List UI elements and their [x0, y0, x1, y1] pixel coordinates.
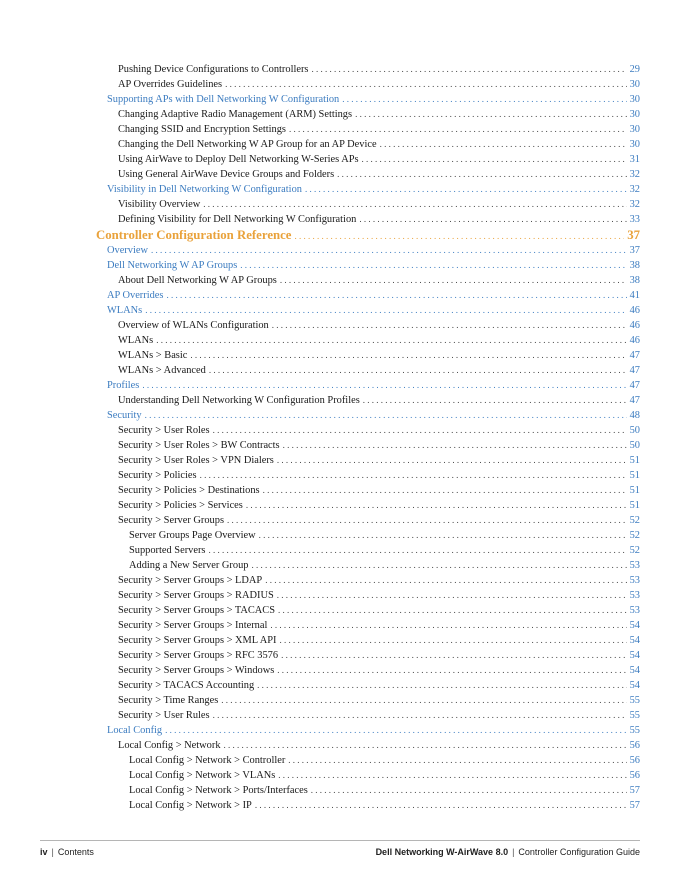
toc-entry-label: Local Config > Network > Controller — [129, 755, 286, 766]
toc-entry[interactable] — [96, 197, 640, 212]
toc-page-number[interactable]: 55 — [629, 710, 640, 721]
toc-entry-label: WLANs — [107, 305, 143, 316]
toc-leader-dots — [311, 783, 627, 798]
toc-entry[interactable] — [96, 167, 640, 182]
toc-entry-label: Security > Server Groups > LDAP — [118, 575, 263, 586]
toc-entry[interactable] — [96, 738, 640, 753]
toc-entry-label: Defining Visibility for Dell Networking W Configuration — [118, 214, 357, 225]
toc-entry-label: Security > Policies > Services — [118, 500, 243, 511]
toc-leader-dots — [277, 453, 627, 468]
toc-entry[interactable] — [96, 333, 640, 348]
toc-leader-dots — [294, 228, 624, 244]
toc-entry[interactable] — [96, 513, 640, 528]
footer-page-number: iv — [40, 847, 48, 857]
toc-leader-dots — [278, 603, 627, 618]
toc-entry-label: Server Groups Page Overview — [129, 530, 256, 541]
toc-leader-dots — [240, 258, 626, 273]
toc-entry[interactable] — [96, 273, 640, 288]
table-of-contents — [96, 62, 640, 813]
toc-leader-dots — [208, 543, 626, 558]
toc-leader-dots — [203, 197, 626, 212]
toc-page-number[interactable]: 53 — [629, 605, 640, 616]
toc-page-number[interactable]: 57 — [629, 785, 640, 796]
footer-left — [40, 847, 94, 857]
toc-page-number[interactable]: 52 — [629, 545, 640, 556]
toc-page-number[interactable]: 46 — [629, 335, 640, 346]
toc-entry-label: Local Config > Network > Ports/Interfaces — [129, 785, 308, 796]
toc-entry-label: Security > Server Groups — [118, 515, 224, 526]
toc-page-number[interactable]: 51 — [629, 485, 640, 496]
toc-entry[interactable] — [96, 723, 640, 738]
page-footer — [40, 840, 640, 857]
toc-leader-dots — [289, 122, 627, 137]
toc-entry[interactable] — [96, 468, 640, 483]
toc-page-number[interactable]: 31 — [629, 154, 640, 165]
toc-entry-label: Security > Server Groups > RADIUS — [118, 590, 274, 601]
toc-entry-label: Security > Server Groups > RFC 3576 — [118, 650, 279, 661]
toc-entry-label: Local Config > Network — [118, 740, 221, 751]
toc-leader-dots — [165, 723, 626, 738]
toc-leader-dots — [288, 753, 626, 768]
toc-entry-label: Controller Configuration Reference — [96, 228, 292, 242]
toc-entry-label: Supporting APs with Dell Networking W Configuration — [107, 94, 340, 105]
toc-page-number[interactable]: 50 — [629, 425, 640, 436]
toc-entry-label: Adding a New Server Group — [129, 560, 249, 571]
toc-entry[interactable] — [96, 753, 640, 768]
toc-entry-label: AP Overrides — [107, 290, 164, 301]
toc-leader-dots — [213, 708, 627, 723]
toc-entry[interactable] — [96, 573, 640, 588]
toc-chapter-entry[interactable] — [96, 227, 640, 243]
toc-entry[interactable] — [96, 77, 640, 92]
toc-leader-dots — [355, 107, 627, 122]
toc-leader-dots — [221, 693, 626, 708]
toc-entry[interactable] — [96, 243, 640, 258]
toc-page-number[interactable]: 54 — [629, 665, 640, 676]
toc-entry-label: Local Config — [107, 725, 163, 736]
toc-leader-dots — [156, 333, 626, 348]
toc-entry[interactable] — [96, 663, 640, 678]
toc-entry-label: WLANs > Basic — [118, 350, 188, 361]
toc-leader-dots — [246, 498, 627, 513]
toc-entry[interactable] — [96, 693, 640, 708]
toc-leader-dots — [142, 378, 626, 393]
toc-leader-dots — [380, 137, 627, 152]
toc-leader-dots — [225, 77, 627, 92]
toc-entry-label: Local Config > Network > IP — [129, 800, 252, 811]
footer-guide-title: Controller Configuration Guide — [518, 847, 640, 857]
toc-entry[interactable] — [96, 648, 640, 663]
toc-entry[interactable] — [96, 438, 640, 453]
toc-entry[interactable] — [96, 543, 640, 558]
toc-entry-label: Changing Adaptive Radio Management (ARM) Settings — [118, 109, 353, 120]
toc-page-number[interactable]: 56 — [629, 740, 640, 751]
toc-entry[interactable] — [96, 107, 640, 122]
toc-page-number[interactable]: 54 — [629, 650, 640, 661]
toc-leader-dots — [283, 438, 627, 453]
toc-page-number[interactable]: 48 — [629, 410, 640, 421]
toc-leader-dots — [151, 243, 627, 258]
toc-page-number[interactable]: 33 — [629, 214, 640, 225]
toc-entry-label: Overview — [107, 245, 148, 256]
toc-entry-label: AP Overrides Guidelines — [118, 79, 223, 90]
toc-page-number[interactable]: 52 — [629, 530, 640, 541]
toc-entry[interactable] — [96, 348, 640, 363]
toc-page-number[interactable]: 46 — [629, 320, 640, 331]
footer-separator: | — [51, 847, 54, 857]
toc-entry[interactable] — [96, 768, 640, 783]
toc-entry[interactable] — [96, 92, 640, 107]
toc-page-number[interactable]: 41 — [629, 290, 640, 301]
toc-page-number[interactable]: 47 — [629, 380, 640, 391]
toc-entry-label: WLANs > Advanced — [118, 365, 206, 376]
toc-entry[interactable] — [96, 62, 640, 77]
toc-leader-dots — [224, 738, 627, 753]
toc-leader-dots — [190, 348, 626, 363]
toc-leader-dots — [255, 798, 627, 813]
toc-entry[interactable] — [96, 393, 640, 408]
toc-entry-label: Visibility in Dell Networking W Configuration — [107, 184, 302, 195]
toc-entry-label: Security > Policies > Destinations — [118, 485, 260, 496]
toc-leader-dots — [263, 483, 627, 498]
toc-page-number[interactable]: 56 — [629, 755, 640, 766]
toc-page-number[interactable]: 30 — [629, 139, 640, 150]
toc-page-number[interactable]: 54 — [629, 680, 640, 691]
toc-page-number[interactable]: 51 — [629, 455, 640, 466]
toc-entry[interactable] — [96, 182, 640, 197]
toc-page-number[interactable]: 53 — [629, 590, 640, 601]
toc-page-number[interactable]: 57 — [629, 800, 640, 811]
footer-right — [376, 847, 640, 857]
toc-page-number[interactable]: 30 — [629, 94, 640, 105]
toc-entry-label: Using General AirWave Device Groups and Folders — [118, 169, 335, 180]
toc-entry-label: Security — [107, 410, 142, 421]
toc-entry-label: Pushing Device Configurations to Controllers — [118, 64, 309, 75]
toc-entry[interactable] — [96, 122, 640, 137]
toc-entry-label: Supported Servers — [129, 545, 206, 556]
toc-leader-dots — [362, 152, 627, 167]
toc-entry-label: Understanding Dell Networking W Configuration Profiles — [118, 395, 360, 406]
toc-entry[interactable] — [96, 288, 640, 303]
footer-section: Contents — [57, 847, 94, 857]
toc-leader-dots — [251, 558, 626, 573]
toc-entry-label: Security > TACACS Accounting — [118, 680, 255, 691]
toc-entry-label: Security > User Rules — [118, 710, 210, 721]
toc-page-number[interactable]: 55 — [629, 725, 640, 736]
toc-entry[interactable] — [96, 483, 640, 498]
toc-leader-dots — [281, 648, 627, 663]
toc-page-number[interactable]: 29 — [629, 64, 640, 75]
toc-entry[interactable] — [96, 588, 640, 603]
toc-leader-dots — [278, 768, 626, 783]
toc-page-number[interactable]: 47 — [629, 350, 640, 361]
toc-leader-dots — [277, 588, 627, 603]
toc-leader-dots — [277, 663, 626, 678]
toc-entry[interactable] — [96, 378, 640, 393]
toc-page-number[interactable]: 30 — [629, 124, 640, 135]
footer-product: Dell Networking W-AirWave 8.0 — [375, 847, 509, 857]
toc-entry-label: Security > Policies — [118, 470, 197, 481]
toc-entry[interactable] — [96, 137, 640, 152]
toc-entry-label: Security > Server Groups > Windows — [118, 665, 275, 676]
toc-page-number[interactable]: 30 — [629, 79, 640, 90]
toc-entry[interactable] — [96, 678, 640, 693]
toc-entry-label: Overview of WLANs Configuration — [118, 320, 269, 331]
toc-entry[interactable] — [96, 152, 640, 167]
toc-entry[interactable] — [96, 408, 640, 423]
toc-entry-label: Security > Server Groups > XML API — [118, 635, 277, 646]
toc-entry[interactable] — [96, 633, 640, 648]
toc-entry-label: Security > User Roles > BW Contracts — [118, 440, 280, 451]
toc-entry[interactable] — [96, 783, 640, 798]
toc-entry[interactable] — [96, 423, 640, 438]
toc-entry-label: Visibility Overview — [118, 199, 201, 210]
toc-entry[interactable] — [96, 303, 640, 318]
toc-entry[interactable] — [96, 708, 640, 723]
toc-leader-dots — [280, 633, 627, 648]
toc-page-number[interactable]: 53 — [629, 560, 640, 571]
toc-entry[interactable] — [96, 798, 640, 813]
toc-leader-dots — [337, 167, 626, 182]
toc-page-number[interactable]: 53 — [629, 575, 640, 586]
toc-entry[interactable] — [96, 212, 640, 227]
toc-leader-dots — [311, 62, 626, 77]
toc-page-number[interactable]: 47 — [629, 365, 640, 376]
toc-entry-label: Profiles — [107, 380, 140, 391]
toc-entry-label: Dell Networking W AP Groups — [107, 260, 238, 271]
toc-page-number[interactable]: 32 — [629, 199, 640, 210]
toc-leader-dots — [145, 303, 626, 318]
toc-page-number[interactable]: 50 — [629, 440, 640, 451]
toc-page-number[interactable]: 38 — [629, 260, 640, 271]
toc-entry-label: WLANs — [118, 335, 154, 346]
toc-entry-label: Security > User Roles > VPN Dialers — [118, 455, 274, 466]
toc-entry[interactable] — [96, 258, 640, 273]
toc-page-number[interactable]: 51 — [629, 470, 640, 481]
toc-page-number[interactable]: 55 — [629, 695, 640, 706]
toc-entry[interactable] — [96, 558, 640, 573]
toc-leader-dots — [257, 678, 626, 693]
toc-page-number[interactable]: 47 — [629, 395, 640, 406]
toc-page-number[interactable]: 54 — [629, 620, 640, 631]
toc-leader-dots — [213, 423, 627, 438]
toc-leader-dots — [342, 92, 626, 107]
toc-entry-label: Using AirWave to Deploy Dell Networking W-Series APs — [118, 154, 359, 165]
toc-leader-dots — [265, 573, 626, 588]
toc-page-number[interactable]: 38 — [629, 275, 640, 286]
toc-page-number[interactable]: 30 — [629, 109, 640, 120]
toc-leader-dots — [359, 212, 626, 227]
toc-page-number[interactable]: 37 — [627, 228, 640, 242]
toc-leader-dots — [363, 393, 627, 408]
toc-entry-label: Security > Server Groups > TACACS — [118, 605, 276, 616]
toc-entry[interactable] — [96, 498, 640, 513]
toc-entry-label: Changing SSID and Encryption Settings — [118, 124, 286, 135]
toc-leader-dots — [305, 182, 627, 197]
toc-entry[interactable] — [96, 453, 640, 468]
toc-page-number[interactable]: 52 — [629, 515, 640, 526]
toc-entry[interactable] — [96, 528, 640, 543]
toc-entry-label: Security > Server Groups > Internal — [118, 620, 268, 631]
toc-page-number[interactable]: 56 — [629, 770, 640, 781]
toc-entry-label: Security > User Roles — [118, 425, 210, 436]
toc-leader-dots — [270, 618, 626, 633]
toc-leader-dots — [259, 528, 627, 543]
toc-leader-dots — [200, 468, 627, 483]
toc-page-number[interactable]: 32 — [629, 169, 640, 180]
toc-leader-dots — [209, 363, 627, 378]
toc-entry[interactable] — [96, 618, 640, 633]
toc-entry-label: Changing the Dell Networking W AP Group for an AP Device — [118, 139, 377, 150]
toc-entry-label: Local Config > Network > VLANs — [129, 770, 276, 781]
footer-separator: | — [512, 847, 515, 857]
toc-entry[interactable] — [96, 318, 640, 333]
toc-page-number[interactable]: 51 — [629, 500, 640, 511]
toc-page-number[interactable]: 37 — [629, 245, 640, 256]
toc-leader-dots — [166, 288, 626, 303]
toc-leader-dots — [272, 318, 627, 333]
toc-page-number[interactable]: 46 — [629, 305, 640, 316]
toc-leader-dots — [227, 513, 627, 528]
toc-entry[interactable] — [96, 603, 640, 618]
toc-entry[interactable] — [96, 363, 640, 378]
toc-leader-dots — [145, 408, 627, 423]
toc-entry-label: About Dell Networking W AP Groups — [118, 275, 277, 286]
toc-page-number[interactable]: 32 — [629, 184, 640, 195]
toc-page-number[interactable]: 54 — [629, 635, 640, 646]
toc-leader-dots — [280, 273, 627, 288]
toc-entry-label: Security > Time Ranges — [118, 695, 219, 706]
